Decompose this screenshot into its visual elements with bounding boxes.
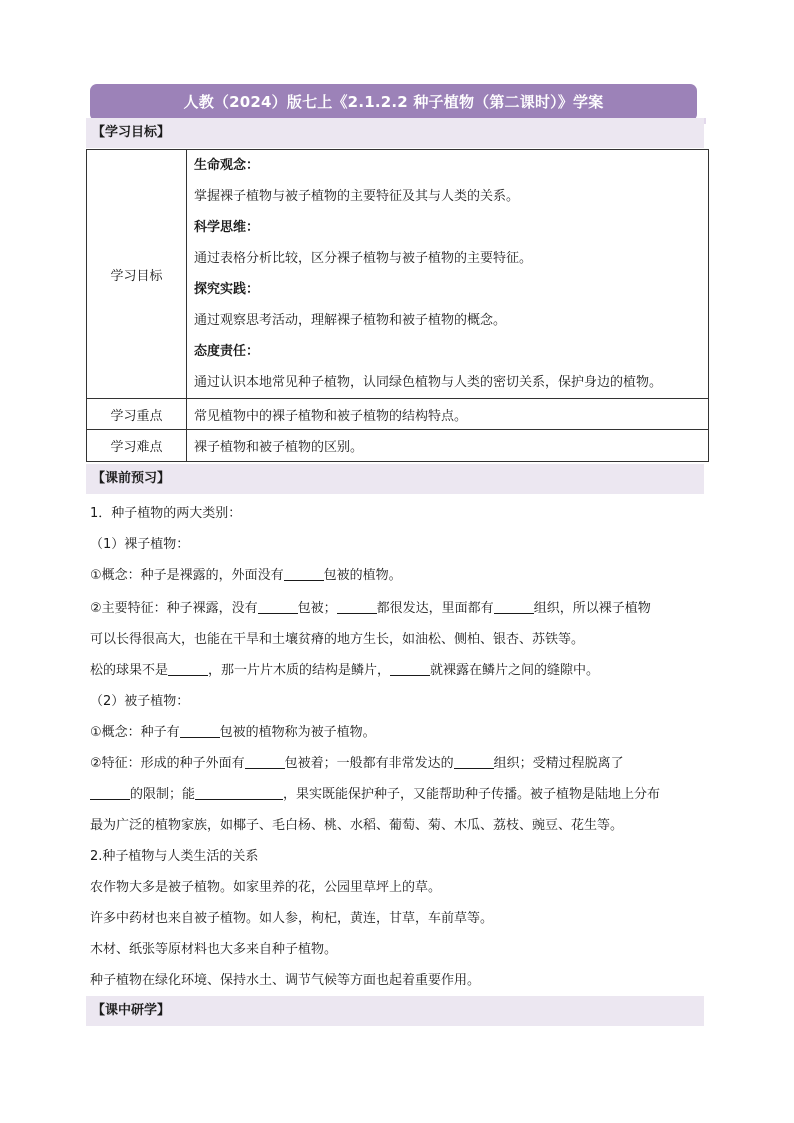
- angiosperm-heading: （2）被子植物：: [90, 694, 190, 709]
- goal-heading: 生命观念：: [194, 158, 260, 173]
- question-1: 1．种子植物的两大类别：: [90, 506, 242, 521]
- section-header-goals: 【学习目标】: [86, 118, 704, 148]
- angiosperm-features: ②特征：形成的种子外面有 包被着；一般都有非常发达的 组织；受精过程脱离了: [90, 756, 624, 771]
- section-header-preview: 【课前预习】: [86, 464, 704, 494]
- answer-blank[interactable]: [168, 661, 208, 676]
- difficulties-text: 裸子植物和被子植物的区别。: [187, 430, 709, 462]
- answer-blank[interactable]: [195, 785, 283, 800]
- row-label-difficulties: 学习难点: [87, 430, 187, 462]
- row-label-goals: 学习目标: [87, 150, 187, 399]
- question-2: 2.种子植物与人类生活的关系: [90, 849, 259, 864]
- relation-line: 许多中药材也来自被子植物。如人参，枸杞，黄连，甘草，车前草等。: [90, 911, 494, 926]
- answer-blank[interactable]: [258, 599, 298, 614]
- table-row: [87, 430, 709, 462]
- goal-heading: 科学思维：: [194, 220, 260, 235]
- answer-blank[interactable]: [245, 754, 285, 769]
- goal-text: 通过认识本地常见种子植物，认同绿色植物与人类的密切关系，保护身边的植物。: [194, 375, 663, 390]
- answer-blank[interactable]: [337, 599, 377, 614]
- angiosperm-examples: 最为广泛的植物家族，如椰子、毛白杨、桃、水稻、葡萄、菊、木瓜、荔枝、豌豆、花生等。: [90, 818, 624, 833]
- answer-blank[interactable]: [454, 754, 494, 769]
- angiosperm-concept: ①概念：种子有 包被的植物称为被子植物。: [90, 725, 376, 740]
- answer-blank[interactable]: [90, 785, 130, 800]
- key-points-text: 常见植物中的裸子植物和被子植物的结构特点。: [187, 399, 709, 430]
- answer-blank[interactable]: [494, 599, 534, 614]
- goal-heading: 态度责任：: [194, 344, 260, 359]
- goal-text: 通过观察思考活动，理解裸子植物和被子植物的概念。: [194, 313, 507, 328]
- gymnosperm-features: ②主要特征：种子裸露，没有 包被； 都很发达，里面都有 组织，所以裸子植物: [90, 601, 651, 616]
- goals-cell: [187, 150, 709, 399]
- table-row: [87, 150, 709, 399]
- goal-heading: 探究实践：: [194, 282, 260, 297]
- gymnosperm-heading: （1）裸子植物：: [90, 537, 190, 552]
- gymnosperm-features-cont: 可以长得很高大，也能在干旱和土壤贫瘠的地方生长，如油松、侧柏、银杏、苏铁等。: [90, 632, 585, 647]
- goal-text: 掌握裸子植物与被子植物的主要特征及其与人类的关系。: [194, 189, 520, 204]
- answer-blank[interactable]: [180, 723, 220, 738]
- section-header-study: 【课中研学】: [86, 996, 704, 1026]
- goal-text: 通过表格分析比较，区分裸子植物与被子植物的主要特征。: [194, 251, 533, 266]
- goals-table: [86, 149, 709, 462]
- gymnosperm-concept: ①概念：种子是裸露的，外面没有 包被的植物。: [90, 568, 402, 583]
- relation-line: 农作物大多是被子植物。如家里养的花，公园里草坪上的草。: [90, 880, 442, 895]
- row-label-key-points: 学习重点: [87, 399, 187, 430]
- answer-blank[interactable]: [284, 566, 324, 581]
- answer-blank[interactable]: [390, 661, 430, 676]
- page-title: 人教（2024）版七上《2.1.2.2 种子植物（第二课时）》学案: [90, 84, 697, 121]
- pine-cone-line: 松的球果不是 ，那一片片木质的结构是鳞片， 就裸露在鳞片之间的缝隙中。: [90, 663, 600, 678]
- relation-line: 木材、纸张等原材料也大多来自种子植物。: [90, 942, 338, 957]
- table-row: [87, 399, 709, 430]
- relation-line: 种子植物在绿化环境、保持水土、调节气候等方面也起着重要作用。: [90, 973, 481, 988]
- angiosperm-features-cont: 的限制；能 ，果实既能保护种子，又能帮助种子传播。被子植物是陆地上分布: [90, 783, 660, 802]
